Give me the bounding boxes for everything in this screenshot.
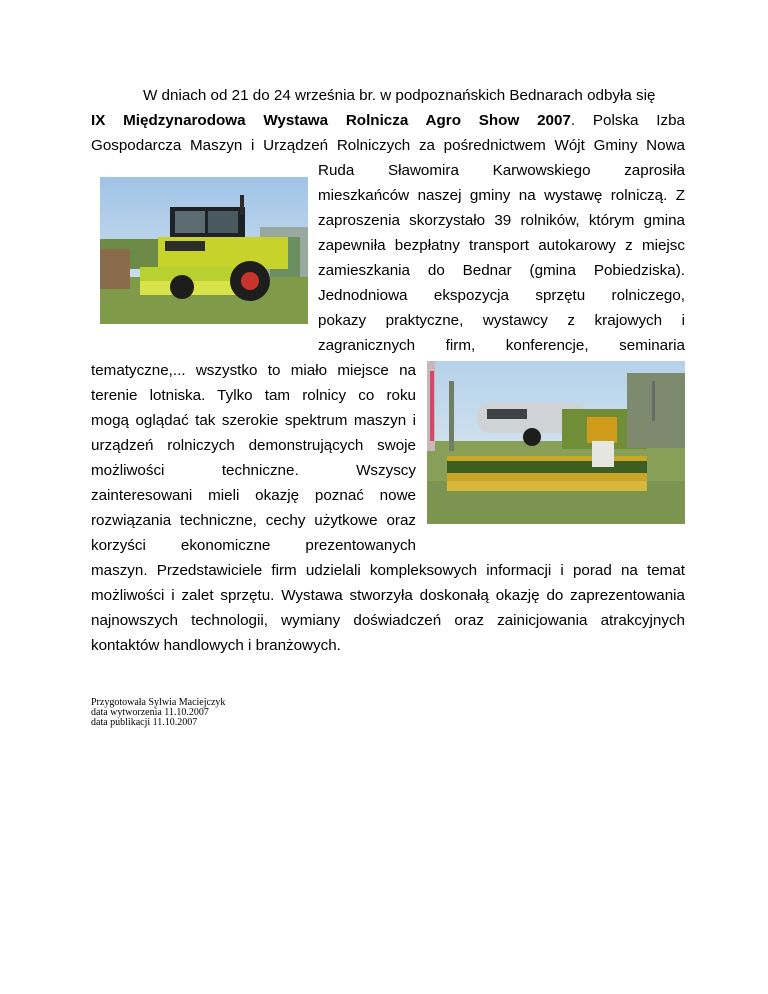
harvester-photo [100,177,308,324]
text-line-19: korzyści ekonomiczne prezentowanych [91,537,416,554]
text-line-18: rozwiązania techniczne, cechy użytkowe oraz [91,512,416,529]
text-line-22: najnowszych technologii, wymiany doświadczeń oraz zainicjowania atrakcyjnych [91,612,685,629]
text-line-14: mogą oglądać tak szerokie spektrum maszyn i [91,412,416,429]
text-line-16: możliwości techniczne. Wszyscy [91,462,416,479]
text-line-9: Jednodniowa ekspozycja sprzętu rolniczego, [318,287,685,304]
text-line-23: kontaktów handlowych i branżowych. [91,637,341,654]
footer-author: Przygotowała Sylwia Maciejczyk [91,697,226,708]
footer-created-date: data wytworzenia 11.10.2007 [91,707,209,718]
text-line-12: tematyczne,... wszystko to miało miejsce na [91,362,416,379]
text-line-20: maszyn. Przedstawiciele firm udzielali kompleksowych informacji i porad na temat [91,562,685,579]
text-line-2 [91,111,685,131]
text-line-1: W dniach od 21 do 24 września br. w podpoznańskich Bednarach odbyła się [143,87,656,104]
text-line-8: zamieszkania do Bednar (gmina Pobiedziska). [318,262,685,279]
equipment-photo [427,361,685,524]
exhibition-title: IX Międzynarodowa Wystawa Rolnicza Agro Show 2007 [91,112,571,129]
text-line-4: Ruda Sławomira Karwowskiego zaprosiła [318,162,685,179]
text-line-11: zagranicznych firm, konferencje, seminaria [318,337,685,354]
text-line-7: zapewniła bezpłatny transport autokarowy z miejsc [318,237,685,254]
text-line-21: możliwości i zalet sprzętu. Wystawa stworzyła doskonałą okazję do zaprezentowania [91,587,685,604]
footer-published-date: data publikacji 11.10.2007 [91,717,198,728]
text-line-2-rest: . Polska Izba [570,112,685,129]
text-line-17: zainteresowani mieli okazję poznać nowe [91,487,416,504]
text-line-10: pokazy praktyczne, wystawcy z krajowych i [318,312,685,329]
text-line-6: zaproszenia skorzystało 39 rolników, którym gmina [318,212,685,229]
text-line-5: mieszkańców naszej gminy na wystawę rolniczą. Z [318,187,685,204]
text-line-15: urządzeń rolniczych demonstrujących swoje [91,437,416,454]
text-line-13: terenie lotniska. Tylko tam rolnicy co roku [91,387,416,404]
text-line-3: Gospodarcza Maszyn i Urządzeń Rolniczych za pośrednictwem Wójt Gminy Nowa [91,137,685,154]
